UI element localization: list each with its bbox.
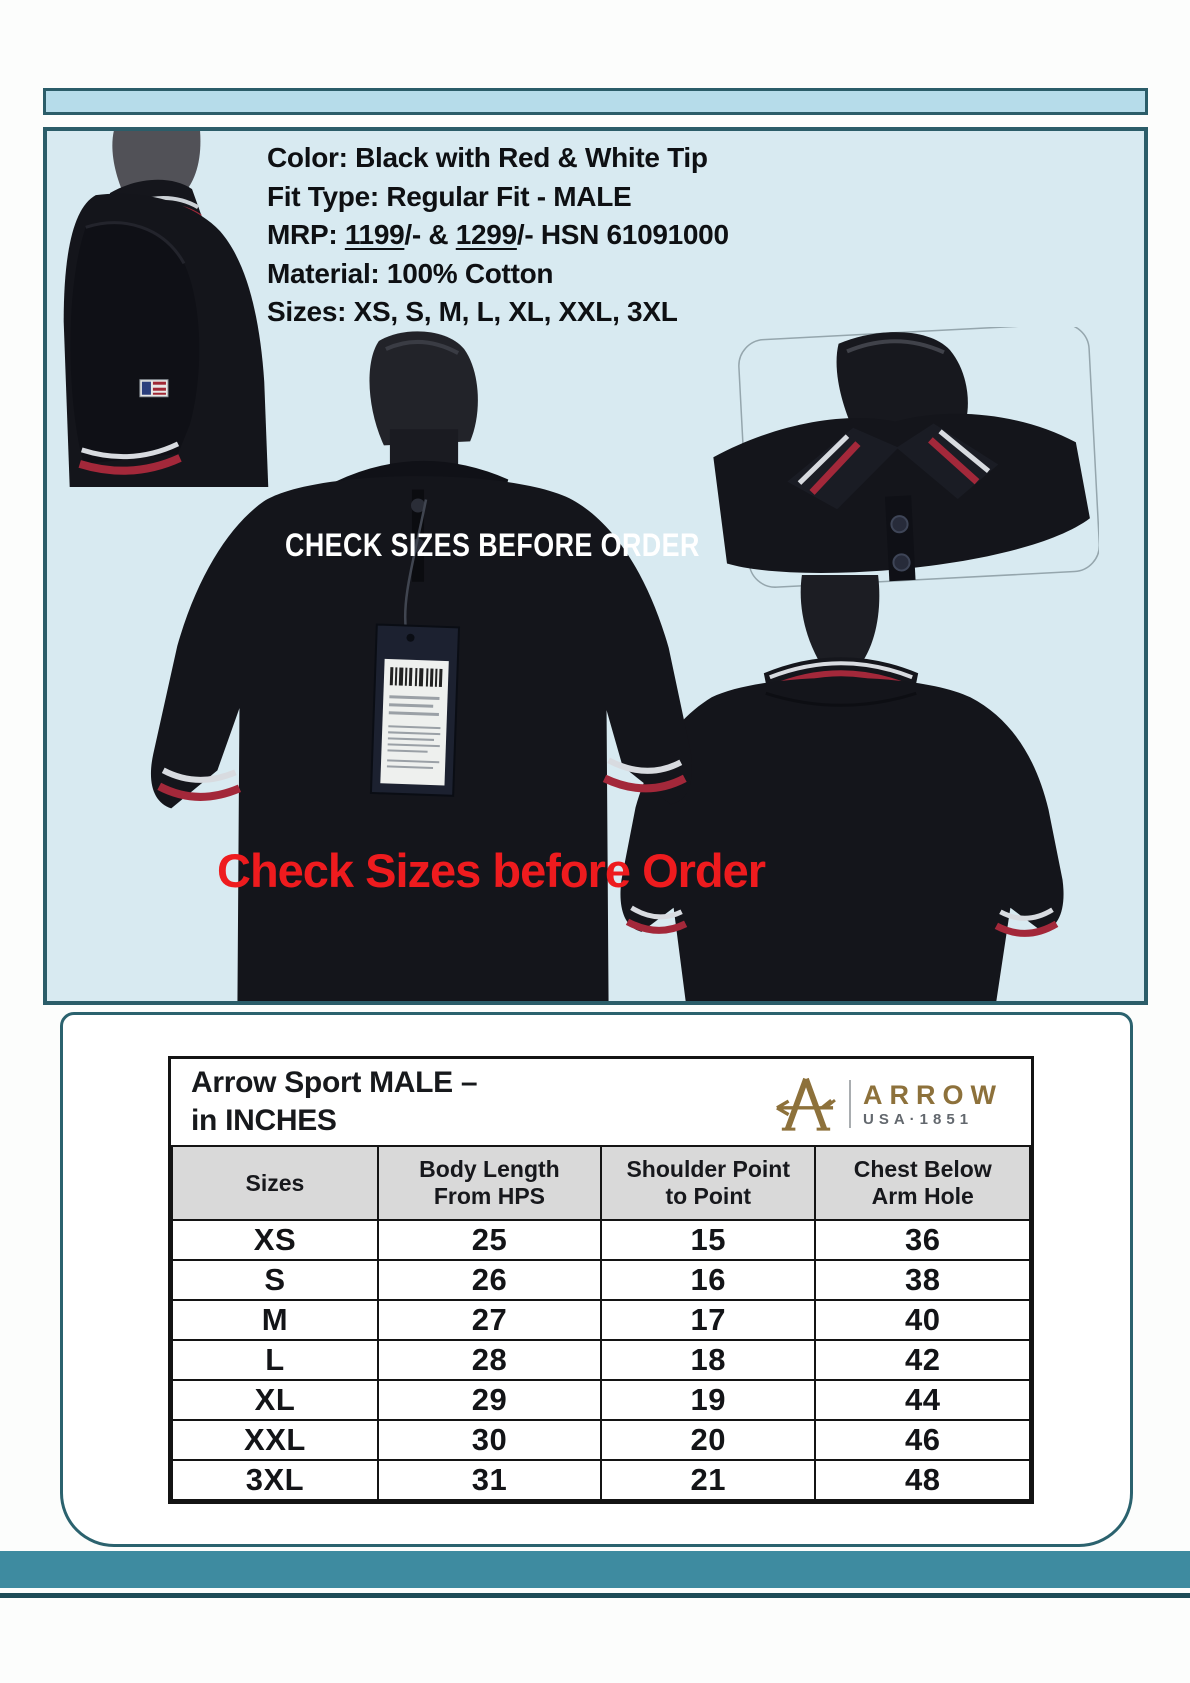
- column-header-shoulder: Shoulder Point to Point: [601, 1146, 816, 1220]
- mrp-mid: /- &: [404, 219, 456, 250]
- size-table: [171, 1145, 1031, 1501]
- shoulder-value: 17: [601, 1300, 816, 1340]
- body-length-value: 29: [378, 1380, 601, 1420]
- body-length-value: 27: [378, 1300, 601, 1340]
- size-label: 3XL: [172, 1460, 378, 1500]
- size-chart-title: [191, 1064, 477, 1140]
- size-chart: [168, 1056, 1034, 1504]
- caption-check-sizes-red: Check Sizes before Order: [217, 844, 766, 897]
- info-line-mrp: [267, 216, 729, 255]
- column-header-chest: Chest Below Arm Hole: [815, 1146, 1030, 1220]
- info-line-fit: Fit Type: Regular Fit - MALE: [267, 180, 632, 212]
- body-length-value: 26: [378, 1260, 601, 1300]
- info-line-sizes: Sizes: XS, S, M, L, XL, XXL, 3XL: [267, 296, 678, 327]
- mrp-suffix: /- HSN 61091000: [516, 219, 729, 250]
- table-row-xl: [172, 1380, 1030, 1420]
- photo-collar-detail: [685, 327, 1099, 589]
- logo-text: [863, 1081, 1003, 1128]
- table-row-xs: [172, 1220, 1030, 1260]
- body-length-value: 28: [378, 1340, 601, 1380]
- table-row-l: [172, 1340, 1030, 1380]
- table-row-xxl: [172, 1420, 1030, 1460]
- shoulder-value: 21: [601, 1460, 816, 1500]
- body-length-value: 25: [378, 1220, 601, 1260]
- mrp-price-1: 1199: [344, 219, 405, 250]
- shoulder-value: 19: [601, 1380, 816, 1420]
- chest-value: 38: [815, 1260, 1030, 1300]
- chest-value: 46: [815, 1420, 1030, 1460]
- table-row-s: [172, 1260, 1030, 1300]
- body-length-value: 30: [378, 1420, 601, 1460]
- chest-value: 44: [815, 1380, 1030, 1420]
- hang-tag: [371, 625, 459, 796]
- mrp-prefix: MRP:: [267, 219, 345, 250]
- photo-front-view: [145, 329, 697, 1001]
- size-chart-title-line1: Arrow Sport MALE –: [191, 1066, 478, 1099]
- shoulder-value: 16: [601, 1260, 816, 1300]
- bottom-divider-bar: [0, 1551, 1190, 1588]
- size-label: M: [172, 1300, 378, 1340]
- size-label: L: [172, 1340, 378, 1380]
- logo-brand-sub: USA·1851: [863, 1110, 974, 1128]
- arrow-monogram-icon: [775, 1075, 837, 1133]
- shoulder-value: 20: [601, 1420, 816, 1460]
- caption-check-sizes-white: CHECK SIZES BEFORE ORDER: [285, 527, 700, 563]
- chest-value: 40: [815, 1300, 1030, 1340]
- top-divider-bar: [43, 88, 1148, 115]
- shoulder-value: 18: [601, 1340, 816, 1380]
- bottom-divider-line: [0, 1593, 1190, 1598]
- table-row-3xl: [172, 1460, 1030, 1500]
- size-table-header-row: [172, 1146, 1030, 1220]
- chest-value: 42: [815, 1340, 1030, 1380]
- size-label: XL: [172, 1380, 378, 1420]
- size-chart-header: [171, 1059, 1031, 1145]
- logo-divider: [849, 1080, 851, 1128]
- product-photos-panel: [43, 127, 1148, 1005]
- info-line-color: Color: Black with Red & White Tip: [267, 142, 708, 173]
- size-chart-panel: [60, 1012, 1133, 1547]
- size-label: XXL: [172, 1420, 378, 1460]
- column-header-sizes: Sizes: [172, 1146, 378, 1220]
- size-chart-title-line2: in INCHES: [191, 1104, 337, 1137]
- table-row-m: [172, 1300, 1030, 1340]
- info-line-material: Material: 100% Cotton: [267, 257, 554, 289]
- column-header-body-length: Body Length From HPS: [378, 1146, 601, 1220]
- logo-brand-name: ARROW: [863, 1079, 1003, 1110]
- product-info: [267, 139, 729, 332]
- shoulder-value: 15: [601, 1220, 816, 1260]
- chest-value: 36: [815, 1220, 1030, 1260]
- mrp-price-2: 1299: [455, 219, 517, 250]
- size-label: XS: [172, 1220, 378, 1260]
- arrow-brand-logo: [775, 1075, 1003, 1133]
- body-length-value: 31: [378, 1460, 601, 1500]
- size-label: S: [172, 1260, 378, 1300]
- chest-value: 48: [815, 1460, 1030, 1500]
